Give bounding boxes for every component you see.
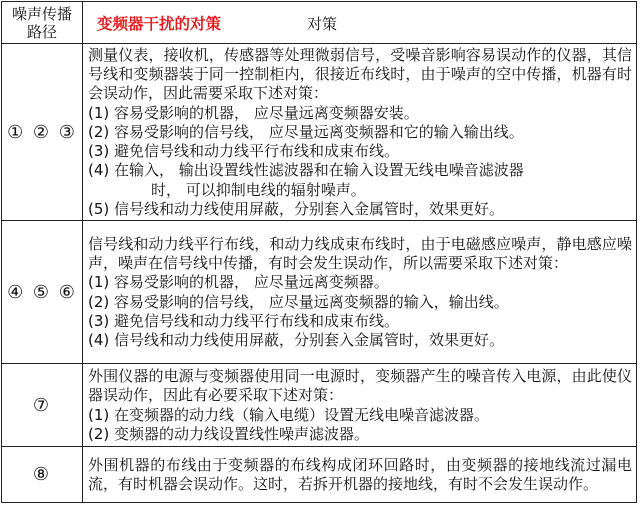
table-header-row — [2, 2, 637, 44]
header-countermeasure-label: 对策 — [307, 14, 338, 33]
header-noise-path — [2, 2, 83, 44]
table-row — [2, 447, 637, 503]
intro-text: 外围机器的布线由于变频器的布线构成闭环回路时，由变频器的接地线流过漏电流，有时机器会误动作。这时，若拆开机器的接地线，有时不会发生误动作。 — [88, 455, 632, 493]
list-item: (3) 避免信号线和动力线平行布线和成束布线。 — [88, 142, 400, 161]
intro-text: 信号线和动力线平行布线，和动力线成束布线时，由于电磁感应噪声，静电感应噪声，噪声在信号线中传播，有时会发生误动作，所以需要采取下述对策： — [88, 234, 632, 273]
table-row — [2, 44, 637, 221]
countermeasure-cell — [83, 44, 637, 221]
list-item-continuation: 时， 可以抑制电线的辐射噪声。 — [151, 180, 366, 199]
list-item: (2) 容易受影响的信号线， 应尽量远离变频器和它的输入输出线。 — [88, 122, 524, 141]
list-item: (4) 信号线和动力线使用屏蔽，分别套入金属管时，效果更好。 — [88, 330, 505, 349]
list-item: (1) 容易受影响的机器， 应尽量远离变频器安装。 — [88, 103, 419, 122]
countermeasure-cell — [83, 364, 637, 447]
path-cell: ⑧ — [2, 447, 83, 503]
interference-countermeasure-table — [1, 1, 637, 503]
list-item: (4) 在输入， 输出设置线性滤波器和在输入设置无线电噪音滤波器 — [88, 161, 524, 180]
intro-text: 测量仪表，接收机，传感器等处理微弱信号，受噪音影响容易误动作的仪器，其信号线和变频器装于同一控制柜内，很接近布线时，由于噪声的空中传播，机器有时会误动作，因此需要采取下述对策： — [88, 46, 632, 103]
header-red-title: 变频器干扰的对策 — [97, 14, 222, 33]
intro-text: 外围仪器的电源与变频器使用同一电源时，变频器产生的噪音传入电源，由此使仪器误动作，因此有必要采取下述对策： — [88, 367, 632, 405]
list-item: (3) 避免信号线和动力线平行布线和成束布线。 — [88, 311, 400, 330]
countermeasure-cell — [83, 221, 637, 364]
header-noise-path-text: 噪声传播 路径 — [11, 4, 72, 41]
list-item: (1) 容易受影响的机器， 应尽量远离变频器。 — [88, 273, 389, 292]
table-row — [2, 364, 637, 447]
path-cell: ① ② ③ — [2, 44, 83, 221]
header-countermeasure — [83, 2, 637, 44]
path-cell: ⑦ — [2, 364, 83, 447]
table-row — [2, 221, 637, 364]
list-item: (2) 变频器的动力线设置线性噪声滤波器。 — [88, 424, 370, 443]
list-item: (2) 容易受影响的信号线， 应尽量远离变频器的输入，输出线。 — [88, 292, 509, 311]
list-item: (1) 在变频器的动力线（输入电缆）设置无线电噪音滤波器。 — [88, 405, 490, 424]
countermeasure-cell — [83, 447, 637, 503]
list-item: (5) 信号线和动力线使用屏蔽，分别套入金属管时，效果更好。 — [88, 199, 505, 218]
path-cell: ④ ⑤ ⑥ — [2, 221, 83, 364]
